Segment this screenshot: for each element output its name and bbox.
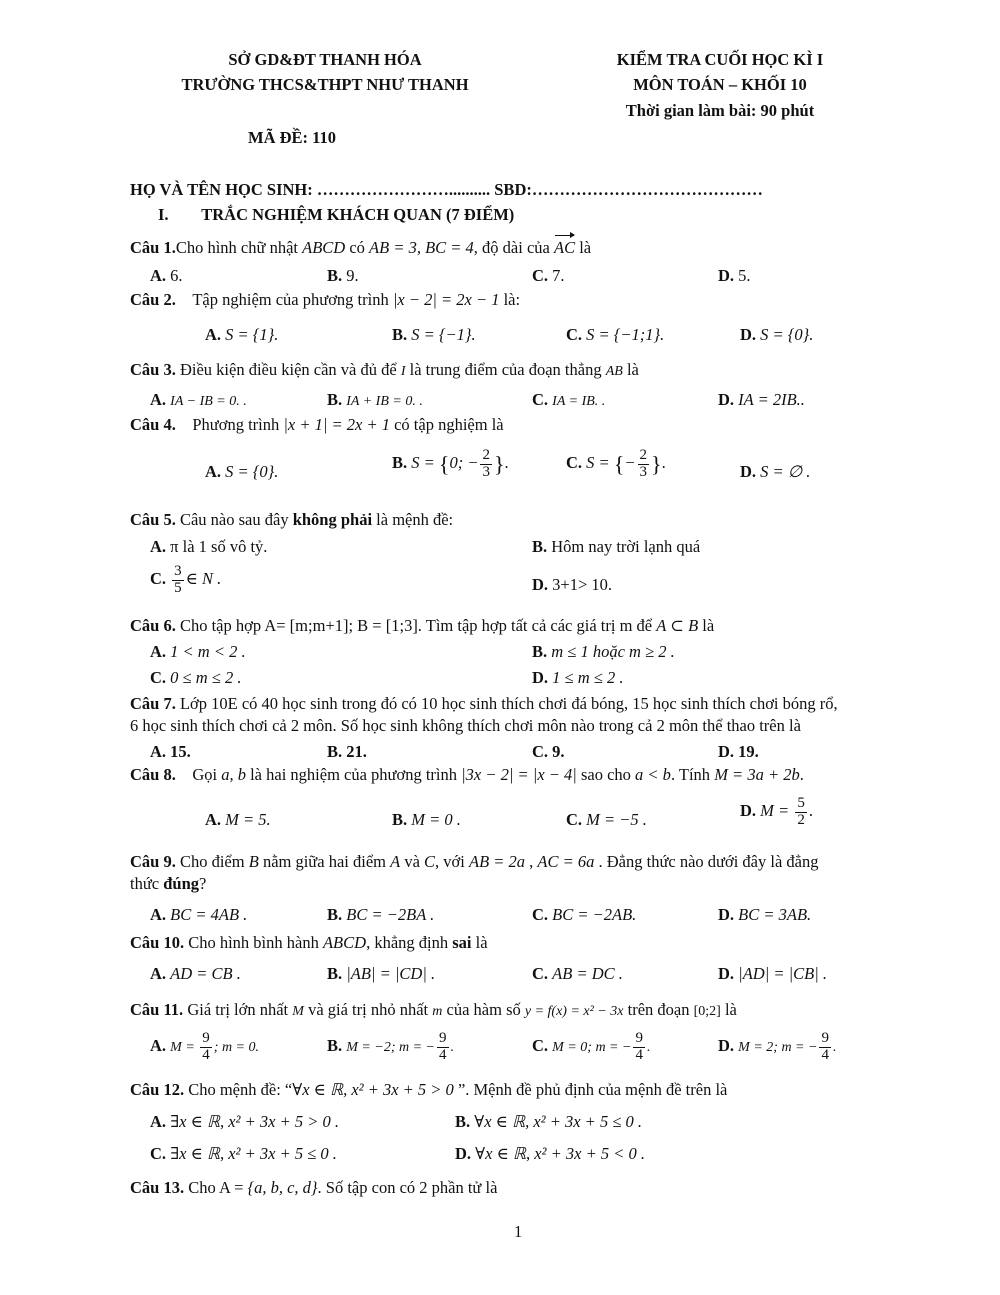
question-text: là — [622, 360, 639, 379]
function: y = f(x) = x² − 3x — [524, 1004, 624, 1019]
brace-open: { — [438, 451, 450, 477]
question-4 — [130, 415, 504, 435]
fraction — [200, 1031, 212, 1064]
question-text: có tập nghiệm là — [389, 415, 504, 434]
math: a < b — [635, 765, 671, 784]
question-label: Câu 8. — [130, 765, 176, 784]
q9-option-d[interactable] — [718, 905, 811, 925]
option-text: M = 0; m = − — [552, 1040, 632, 1056]
numerator: 5 — [797, 795, 805, 811]
option-label: C. — [566, 810, 583, 829]
q8-option-d[interactable] — [740, 796, 813, 829]
option-label: B. — [392, 453, 408, 473]
exam-subject: MÔN TOÁN – KHỐI 10 — [633, 75, 807, 94]
option-label: B. — [532, 642, 548, 661]
q2-option-c[interactable] — [566, 325, 664, 345]
option-text: m ≤ 1 hoặc m ≥ 2 . — [551, 642, 675, 661]
option-text: . — [808, 801, 813, 821]
option-label: A. — [205, 462, 222, 481]
option-text: . — [646, 1040, 651, 1056]
option-text: S = {−1}. — [411, 325, 476, 344]
question-text: nằm giữa hai điểm — [258, 852, 391, 871]
question-text: và giá trị nhỏ nhất — [303, 1000, 433, 1019]
question-label: Câu 5. — [130, 510, 176, 529]
fraction — [437, 1031, 449, 1064]
school-name: TRƯỜNG THCS&THPT NHƯ THANH — [181, 75, 469, 94]
question-label: Câu 12. — [130, 1080, 185, 1099]
option-text: BC = 3AB. — [738, 905, 812, 924]
brace-close: } — [493, 451, 505, 477]
option-text: M = 2; m = − — [738, 1040, 818, 1056]
question-text: , với — [435, 852, 469, 871]
option-label: A. — [150, 1112, 167, 1131]
option-text: BC = −2BA . — [346, 905, 435, 924]
q12-option-b[interactable] — [455, 1112, 642, 1132]
question-text: là: — [499, 290, 521, 309]
option-label: B. — [327, 1036, 343, 1056]
question-text: Cho tập hợp A= [m;m+1]; B = [1;3]. Tìm tập hợp tất cả các giá trị m để — [175, 616, 657, 635]
q8-option-c[interactable] — [566, 810, 647, 830]
question-8 — [130, 765, 804, 785]
q11-option-a[interactable] — [150, 1031, 259, 1064]
option-text: π là 1 số vô tỷ. — [170, 537, 268, 556]
q1-option-b[interactable] — [327, 266, 359, 286]
option-text: IA = IB. . — [552, 394, 606, 409]
q5-option-b[interactable] — [532, 537, 700, 557]
question-6 — [130, 616, 714, 636]
q10-option-b[interactable] — [327, 964, 435, 984]
denominator: 4 — [635, 1046, 643, 1063]
option-text: IA = 2IB.. — [738, 390, 805, 409]
question-text: , khẳng định — [366, 933, 453, 952]
question-text: Tập nghiệm của phương trình — [192, 290, 393, 309]
option-text: 3+1> 10. — [552, 575, 613, 594]
q2-option-b[interactable] — [392, 325, 476, 345]
denominator: 3 — [482, 463, 490, 480]
section-title: I. TRẮC NGHIỆM KHÁCH QUAN (7 ĐIỂM) — [158, 205, 515, 224]
option-text: IA − IB = 0. . — [170, 394, 247, 409]
brace-open: { — [613, 451, 625, 477]
q7-option-d[interactable] — [718, 742, 759, 762]
option-text: BC = 4AB . — [170, 905, 248, 924]
option-label: A. — [150, 266, 167, 285]
option-text: 7. — [552, 266, 565, 285]
q10-option-d[interactable] — [718, 964, 827, 984]
question-label: Câu 10. — [130, 933, 185, 952]
question-text: sao cho — [576, 765, 636, 784]
option-text: M = — [760, 801, 794, 821]
option-text: S = {0}. — [760, 325, 814, 344]
q9-option-b[interactable] — [327, 905, 434, 925]
math: ABCD — [302, 238, 346, 257]
option-text: 5. — [738, 266, 751, 285]
math: AC = 6a — [537, 852, 595, 871]
denominator: 2 — [797, 811, 805, 828]
q1-option-d[interactable] — [718, 266, 751, 286]
math: AB = 2a — [468, 852, 526, 871]
option-text: ∈ N . — [185, 569, 222, 589]
segment-ab: AB — [605, 364, 623, 379]
option-text: S = {1}. — [225, 325, 279, 344]
q4-option-c[interactable]: C. S = {− $\frac{2}{3}$ }. — [566, 447, 666, 480]
option-label: C. — [150, 1144, 167, 1163]
question-text: là — [698, 616, 715, 635]
numerator: 9 — [821, 1030, 829, 1046]
question-label: Câu 9. — [130, 852, 176, 871]
question-text: của hàm số — [442, 1000, 525, 1019]
option-text: 1 < m < 2 . — [170, 642, 246, 661]
option-label: B. — [327, 905, 343, 924]
emphasis: không phải — [292, 510, 373, 529]
question-text: Cho hình chữ nhật — [175, 238, 303, 257]
numerator: 9 — [202, 1030, 210, 1046]
question-text: Phương trình — [192, 415, 284, 434]
set: {a, b, c, d} — [247, 1178, 318, 1197]
exam-title: KIỂM TRA CUỐI HỌC KÌ I — [616, 50, 824, 69]
option-text: S = — [586, 453, 614, 473]
option-label: C. — [150, 569, 167, 589]
question-2 — [130, 290, 520, 310]
question-text: là — [579, 238, 592, 257]
equation: |x + 1| = 2x + 1 — [283, 415, 390, 434]
question-11 — [130, 1000, 737, 1020]
question-text: ”. Mệnh đề phủ định của mệnh đề trên là — [453, 1080, 728, 1099]
option-label: D. — [718, 390, 735, 409]
page-number: 1 — [514, 1222, 523, 1241]
q4-option-a[interactable] — [205, 462, 278, 482]
option-text: AD = CB . — [170, 964, 241, 983]
statement: ∀x ∈ ℝ, x² + 3x + 5 > 0 — [292, 1080, 454, 1099]
q11-option-b[interactable] — [327, 1031, 454, 1064]
question-text: , — [525, 852, 538, 871]
option-text: Hôm nay trời lạnh quá — [551, 537, 701, 556]
math: M — [292, 1004, 304, 1019]
denominator: 4 — [202, 1046, 210, 1063]
option-text: BC = −2AB. — [552, 905, 637, 924]
option-label: B. — [532, 537, 548, 556]
option-text: IA + IB = 0. . — [346, 394, 423, 409]
question-9-line-2 — [130, 874, 206, 894]
q10-option-c[interactable] — [532, 964, 623, 984]
question-label: Câu 13. — [130, 1178, 185, 1197]
q3-option-d[interactable] — [718, 390, 805, 410]
q6-option-d[interactable] — [532, 668, 623, 688]
exam-code: MÃ ĐỀ: 110 — [248, 128, 336, 147]
question-label: Câu 3. — [130, 360, 176, 379]
option-text: ∀x ∈ ℝ, x² + 3x + 5 ≤ 0 . — [474, 1112, 642, 1131]
option-label: C. — [532, 1036, 549, 1056]
student-info-line: HỌ VÀ TÊN HỌC SINH: …………………….......... SBD:…………………………………… — [130, 180, 763, 199]
option-label: D. — [532, 668, 549, 687]
question-text: ? — [199, 874, 207, 893]
option-label: B. — [327, 266, 343, 285]
option-label: A. — [150, 642, 167, 661]
denominator: 4 — [821, 1046, 829, 1063]
option-label: D. — [532, 575, 549, 594]
question-7-line-2: 6 học sinh thích chơi cả 2 môn. Số học sinh không thích chơi môn nào trong cả 2 môn thể thao trên là — [130, 716, 801, 735]
question-10 — [130, 933, 488, 953]
q12-option-c[interactable] — [150, 1144, 337, 1164]
denominator: 4 — [439, 1046, 447, 1063]
fraction — [638, 448, 650, 481]
question-text: Điều kiện điều kiện cần và đủ để — [175, 360, 401, 379]
point-i: I — [400, 364, 406, 379]
q7-option-b[interactable] — [327, 742, 367, 762]
question-text: Giá trị lớn nhất — [183, 1000, 293, 1019]
numerator: 2 — [482, 447, 490, 463]
q11-option-d[interactable] — [718, 1031, 836, 1064]
question-text: Cho mệnh đề: “ — [184, 1080, 293, 1099]
vector-ac: AC — [553, 238, 576, 257]
option-label: A. — [150, 390, 167, 409]
fraction — [480, 448, 492, 481]
option-label: C. — [532, 266, 549, 285]
option-text: 19. — [738, 742, 759, 761]
set-text: 0; − — [449, 453, 479, 473]
q12-option-d[interactable] — [455, 1144, 645, 1164]
option-text: M = −2; m = − — [346, 1040, 435, 1056]
option-label: A. — [205, 325, 222, 344]
question-text: là — [720, 1000, 737, 1019]
q7-option-a[interactable] — [150, 742, 191, 762]
option-label: A. — [150, 905, 167, 924]
question-text: , độ dài của — [473, 238, 554, 257]
exam-duration: Thời gian làm bài: 90 phút — [625, 101, 815, 120]
point-b: B — [248, 852, 259, 871]
option-text: . — [450, 1040, 454, 1056]
question-text: Cho điểm — [175, 852, 249, 871]
option-label: C. — [566, 325, 583, 344]
q6-option-b[interactable] — [532, 642, 675, 662]
question-label: Câu 1. — [130, 238, 176, 257]
interval: [0;2] — [693, 1004, 721, 1019]
option-label: B. — [327, 964, 343, 983]
option-text: . — [832, 1040, 837, 1056]
q1-option-a[interactable] — [150, 266, 183, 286]
q2-option-d[interactable] — [740, 325, 813, 345]
question-13 — [130, 1178, 497, 1198]
fraction — [795, 796, 807, 829]
q6-option-a[interactable] — [150, 642, 246, 662]
option-label: C. — [532, 390, 549, 409]
school-department: SỞ GD&ĐT THANH HÓA — [228, 50, 422, 69]
question-text: trên đoạn — [623, 1000, 694, 1019]
option-text: S = {−1;1}. — [586, 325, 665, 344]
option-label: D. — [718, 266, 735, 285]
question-text: có — [345, 238, 370, 257]
option-text: AB = DC . — [552, 964, 623, 983]
option-label: A. — [150, 537, 167, 556]
option-text: S = ∅ . — [760, 462, 811, 481]
question-label: Câu 6. — [130, 616, 176, 635]
emphasis: sai — [452, 933, 472, 952]
option-text: |AD| = |CB| . — [738, 964, 828, 983]
q5-option-a[interactable] — [150, 537, 267, 557]
option-text: ; m = 0. — [213, 1040, 260, 1056]
option-label: C. — [532, 964, 549, 983]
option-text: 6. — [170, 266, 183, 285]
question-text: Cho A = — [184, 1178, 248, 1197]
option-text: 9. — [552, 742, 565, 761]
option-label: D. — [740, 462, 757, 481]
question-text: . Tính — [670, 765, 715, 784]
question-text: Câu nào sau đây — [175, 510, 293, 529]
option-label: B. — [327, 390, 343, 409]
option-text: 15. — [170, 742, 191, 761]
question-label: Câu 11. — [130, 1000, 184, 1019]
denominator: 5 — [174, 579, 182, 596]
question-text: là hai nghiệm của phương trình — [245, 765, 462, 784]
option-label: C. — [532, 905, 549, 924]
q1-option-c[interactable] — [532, 266, 565, 286]
option-label: A. — [150, 742, 167, 761]
option-label: B. — [392, 325, 408, 344]
emphasis: đúng — [163, 874, 200, 893]
question-text: . Số tập con có 2 phần tử là — [317, 1178, 498, 1197]
q6-option-c[interactable] — [150, 668, 241, 688]
option-text: S = — [411, 453, 439, 473]
math: a, b — [221, 765, 246, 784]
q4-option-b[interactable]: B. S = {0; − $\frac{2}{3}$ }. — [392, 447, 509, 480]
fraction — [633, 1031, 645, 1064]
numerator: 9 — [439, 1030, 447, 1046]
question-text: . Đẳng thức nào dưới đây là đẳng — [594, 852, 819, 871]
option-text: M = −5 . — [586, 810, 647, 829]
option-label: D. — [718, 742, 735, 761]
option-label: A. — [150, 964, 167, 983]
option-text: 9. — [346, 266, 359, 285]
q5-option-d[interactable] — [532, 575, 612, 595]
option-label: B. — [392, 810, 408, 829]
q3-option-c[interactable] — [532, 390, 605, 410]
question-label: Câu 7. — [130, 694, 176, 713]
question-text: Lớp 10E có 40 học sinh trong đó có 10 học sinh thích chơi đá bóng, 15 học sinh thích chơi bóng rổ, — [175, 694, 838, 713]
q2-option-a[interactable] — [205, 325, 278, 345]
question-9 — [130, 852, 818, 872]
point-c: C — [424, 852, 436, 871]
q3-option-b[interactable] — [327, 390, 423, 410]
q11-option-c[interactable] — [532, 1031, 650, 1064]
math: ABCD — [322, 933, 367, 952]
brace-close: } — [651, 451, 662, 477]
option-text: ∀x ∈ ℝ, x² + 3x + 5 < 0 . — [475, 1144, 645, 1163]
question-text: Gọi — [192, 765, 222, 784]
option-text: ∃x ∈ ℝ, x² + 3x + 5 ≤ 0 . — [170, 1144, 337, 1163]
question-7 — [130, 694, 838, 714]
option-label: B. — [455, 1112, 471, 1131]
q5-option-c[interactable] — [150, 564, 221, 597]
point-a: A — [390, 852, 401, 871]
math: A ⊂ B — [656, 616, 699, 635]
option-text: S = {0}. — [225, 462, 279, 481]
option-label: A. — [205, 810, 222, 829]
q7-option-c[interactable] — [532, 742, 565, 762]
option-label: D. — [718, 1036, 735, 1056]
q3-option-a[interactable] — [150, 390, 247, 410]
q9-option-a[interactable] — [150, 905, 247, 925]
option-label: C. — [566, 453, 583, 473]
option-label: D. — [740, 325, 757, 344]
equation: |3x − 2| = |x − 4| — [461, 765, 577, 784]
fraction — [172, 564, 184, 597]
denominator: 3 — [639, 463, 648, 480]
numerator: 3 — [174, 563, 182, 579]
q8-option-a[interactable] — [205, 810, 271, 830]
question-text: và — [400, 852, 425, 871]
option-label: D. — [740, 801, 757, 821]
math: AB = 3, BC = 4 — [369, 238, 474, 257]
question-label: Câu 2. — [130, 290, 176, 309]
question-text: thức — [130, 874, 164, 893]
q4-option-d[interactable] — [740, 462, 810, 482]
math: m — [432, 1004, 443, 1019]
option-label: D. — [718, 964, 735, 983]
fraction — [819, 1031, 831, 1064]
question-12 — [130, 1080, 727, 1100]
question-text: Cho hình bình hành — [184, 933, 323, 952]
numerator: 9 — [635, 1030, 643, 1046]
math: M = 3a + 2b — [714, 765, 800, 784]
set-text: − — [624, 453, 636, 473]
option-label: C. — [532, 742, 549, 761]
question-text: là — [471, 933, 488, 952]
question-1 — [130, 238, 591, 258]
option-label: D. — [455, 1144, 472, 1163]
question-3 — [130, 360, 639, 380]
option-label: B. — [327, 742, 343, 761]
question-label: Câu 4. — [130, 415, 176, 434]
q9-option-c[interactable] — [532, 905, 636, 925]
q10-option-a[interactable] — [150, 964, 241, 984]
option-text: M = 0 . — [411, 810, 461, 829]
numerator: 2 — [639, 447, 648, 463]
option-text: ∃x ∈ ℝ, x² + 3x + 5 > 0 . — [170, 1112, 339, 1131]
option-text: 0 ≤ m ≤ 2 . — [170, 668, 242, 687]
option-text: |AB| = |CD| . — [346, 964, 436, 983]
question-5 — [130, 510, 453, 530]
question-text: là mệnh đề: — [372, 510, 454, 529]
option-label: C. — [150, 668, 167, 687]
question-text: là trung điểm của đoạn thẳng — [405, 360, 606, 379]
q8-option-b[interactable] — [392, 810, 461, 830]
option-text: 1 ≤ m ≤ 2 . — [552, 668, 624, 687]
option-label: A. — [150, 1036, 167, 1056]
option-text: 21. — [346, 742, 367, 761]
option-label: D. — [718, 905, 735, 924]
option-text: M = 5. — [225, 810, 271, 829]
option-text: M = — [170, 1040, 199, 1056]
equation: |x − 2| = 2x − 1 — [392, 290, 500, 309]
q12-option-a[interactable] — [150, 1112, 339, 1132]
question-text: . — [799, 765, 804, 784]
